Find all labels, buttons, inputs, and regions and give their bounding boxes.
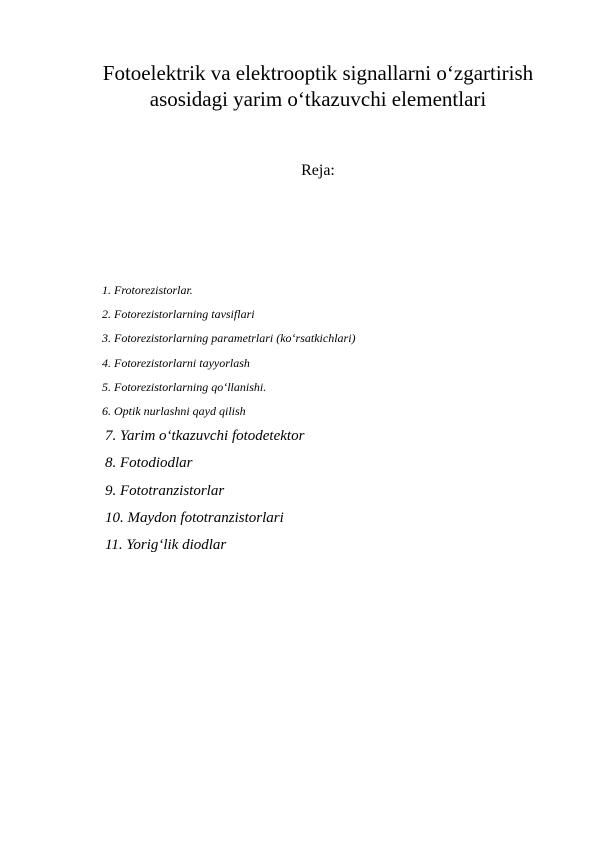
document-title	[40, 60, 596, 112]
plan-list-part-2	[105, 426, 304, 562]
plan-item: 1. Frotorezistorlar.	[102, 283, 193, 297]
plan-item: 5. Fotorezistorlarning qo‘llanishi.	[102, 379, 267, 394]
plan-item: 10. Maydon fototranzistorlari	[105, 509, 284, 526]
plan-item: 4. Fotorezistorlarni tayyorlash	[102, 355, 250, 370]
title-line-1: Fotoelektrik va elektrooptik signallarni o‘zgartirish	[102, 61, 534, 85]
plan-item: 6. Optik nurlashni qayd qilish	[102, 403, 246, 418]
title-line-2: asosidagi yarim o‘tkazuvchi elementlari	[149, 87, 487, 111]
plan-heading: Reja:	[301, 162, 335, 179]
plan-item: 2. Fotorezistorlarning tavsiflari	[102, 307, 255, 322]
plan-item: 3. Fotorezistorlarning parametrlari (ko‘rsatkichlari)	[102, 331, 356, 346]
plan-item: 8. Fotodiodlar	[105, 455, 193, 472]
plan-item: 9. Fototranzistorlar	[105, 482, 225, 499]
plan-item: 7. Yarim o‘tkazuvchi fotodetektor	[105, 428, 305, 444]
plan-item: 11. Yorig‘lik diodlar	[105, 537, 227, 554]
plan-list-part-1	[102, 281, 356, 426]
